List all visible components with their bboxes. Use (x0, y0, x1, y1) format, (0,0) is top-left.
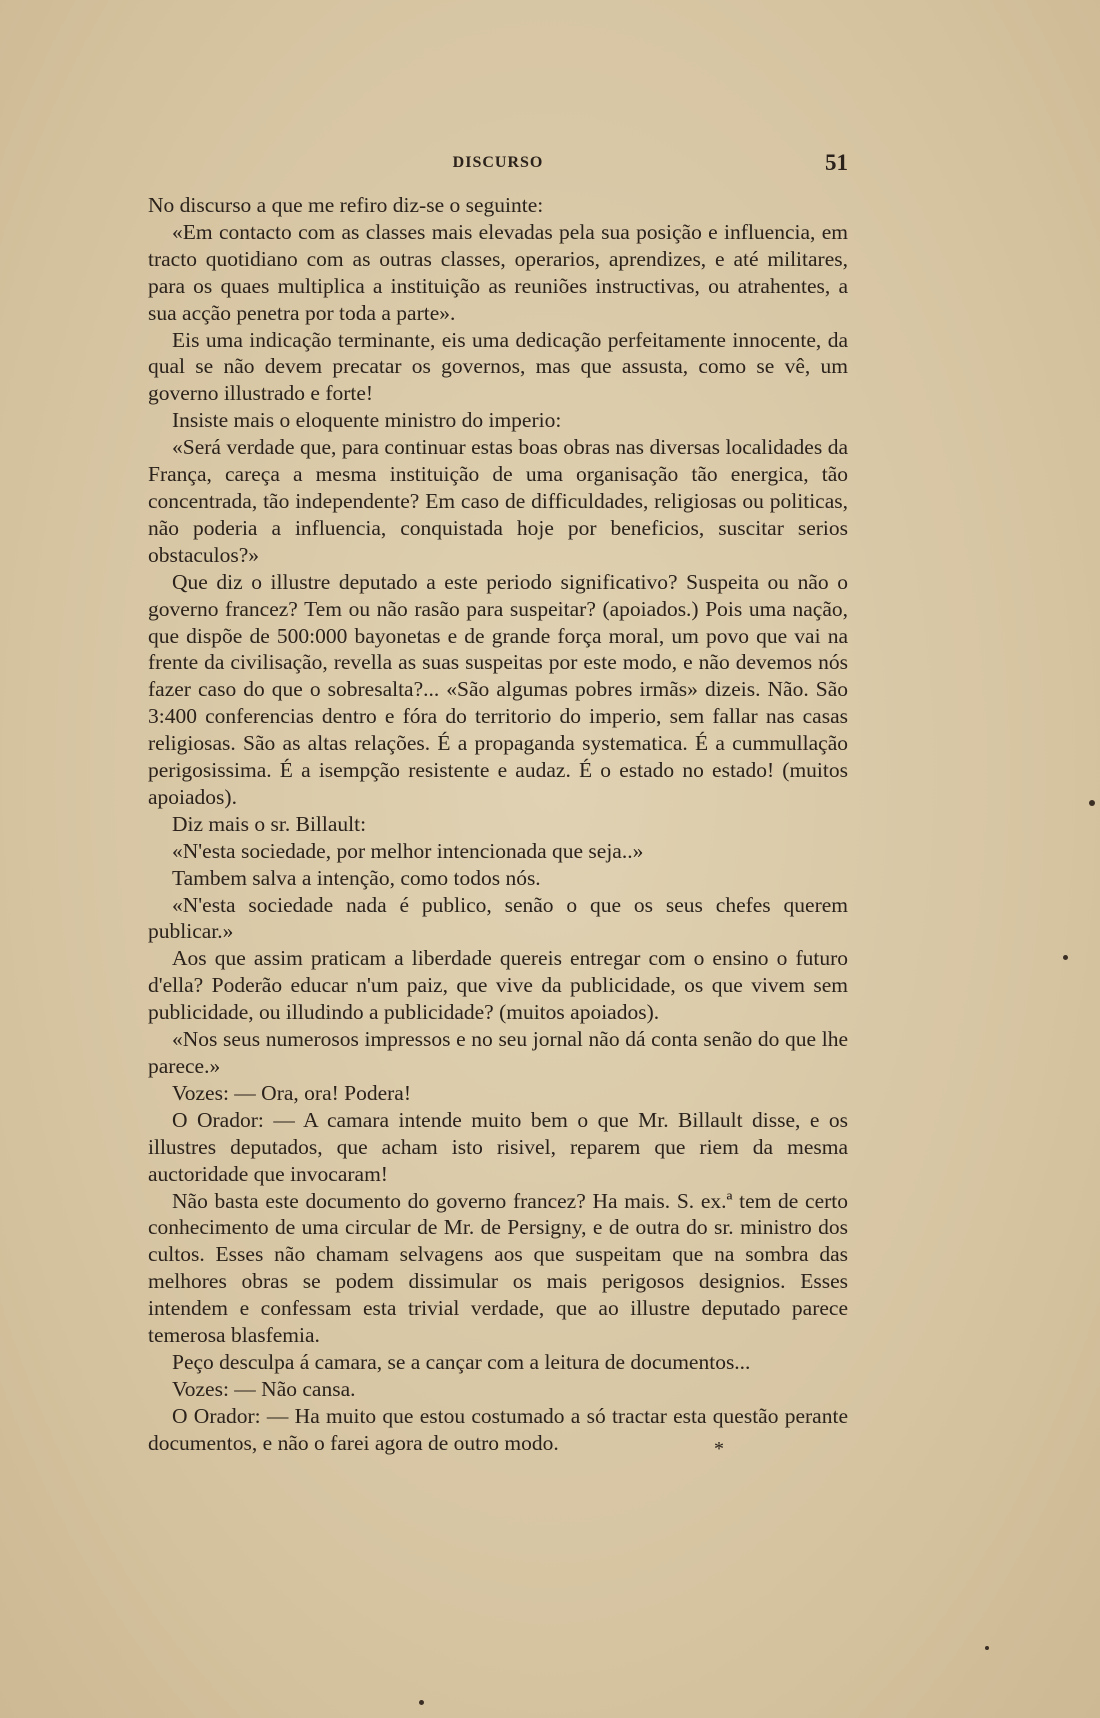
page-number: 51 (825, 150, 848, 175)
quote-impressos: «Nos seus numerosos impressos e no seu jornal não dá conta senão do que lhe parece.» (148, 1027, 848, 1078)
body-text (148, 192, 848, 1457)
page-header (148, 150, 848, 180)
running-title: DISCURSO (452, 154, 544, 171)
paragraph-peco-desculpa: Peço desculpa á camara, se a cançar com a leitura de documentos... (172, 1349, 751, 1374)
paragraph-vozes-ora: Vozes: — Ora, ora! Podera! (172, 1080, 412, 1105)
paragraph-indicacao: Eis uma indicação terminante, eis uma dedicação perfeitamente innocente, da qual se não devem precatar os governos, mas que assusta, como se vê, um governo illustrado e forte! (148, 327, 848, 406)
paragraph-orador-camara: O Orador: — A camara intende muito bem o que Mr. Billault disse, e os illustres deputados, que acham isto risivel, reparem que riem da mesma auctoridade que invocaram! (148, 1107, 848, 1186)
paragraph-insiste: Insiste mais o eloquente ministro do imperio: (172, 408, 562, 433)
quote-classes: «Em contacto com as classes mais elevadas pela sua posição e influencia, em tracto quotidiano com as outras classes, operarios, aprendizes, e até militares, para os quaes multiplica a instituição as reuniões instructivas, ou atrahentes, a sua acção penetra por toda a parte». (148, 219, 848, 325)
quote-franca: «Será verdade que, para continuar estas boas obras nas diversas localidades da França, careça a mesma instituição de uma organisação tão energica, tão concentrada, tão independente? Em caso de difficuldades, religiosas ou politicas, não poderia a influencia, conquistada hoje por beneficios, suscitar serios obstaculos?» (148, 435, 848, 567)
asterisk-ornament: * (714, 1438, 724, 1460)
quote-sociedade: «N'esta sociedade, por melhor intencionada que seja..» (172, 838, 644, 863)
paragraph-intro: No discurso a que me refiro diz-se o seguinte: (148, 193, 544, 217)
paragraph-vozes-cansa: Vozes: — Não cansa. (172, 1376, 356, 1401)
paragraph-billault: Diz mais o sr. Billault: (172, 811, 367, 836)
ink-speck (419, 1700, 424, 1705)
ink-speck (1063, 955, 1068, 960)
paragraph-aos-que: Aos que assim praticam a liberdade quereis entregar com o ensino o futuro d'ella? Poderão educar n'um paiz, que vive da publicidade, os que vivem sem publicidade, ou illudindo a publicidade? (muitos apoiados). (148, 946, 848, 1025)
paragraph-nao-basta: Não basta este documento do governo francez? Ha mais. S. ex.ª tem de certo conhecimento de uma circular de Mr. de Persigny, e de outra do sr. ministro dos cultos. Esses não chamam selvagens aos que suspeitam que na sombra das melhores obras se podem dissimular os mais perigosos designios. Esses intendem e confessam esta trivial verdade, que ao illustre deputado parece temerosa blasfemia. (148, 1188, 848, 1348)
paragraph-orador-documentos: O Orador: — Ha muito que estou costumado a só tractar esta questão perante documentos, e não o farei agora de outro modo. (148, 1403, 848, 1455)
ink-speck (985, 1646, 989, 1650)
ink-speck (1089, 800, 1095, 806)
paragraph-que-diz: Que diz o illustre deputado a este periodo significativo? Suspeita ou não o governo francez? Tem ou não rasão para suspeitar? (apoiados.) Pois uma nação, que dispõe de 500:000 bayonetas e de grande força moral, um povo que vai na frente da civilisação, revella as suas suspeitas por este modo, e não devemos nós fazer caso do que o sobresalta?... «São algumas pobres irmãs» dizeis. Não. São 3:400 conferencias dentro e fóra do territorio do imperio, sem fallar nas casas religiosas. São as altas relações. É a propaganda systematica. É a cummullação perigosissima. É a isempção resistente e audaz. É o estado no estado! (muitos apoiados). (148, 569, 848, 809)
paragraph-tambem: Tambem salva a intenção, como todos nós. (172, 865, 541, 890)
quote-publico: «N'esta sociedade nada é publico, senão o que os seus chefes querem publicar.» (148, 892, 848, 944)
